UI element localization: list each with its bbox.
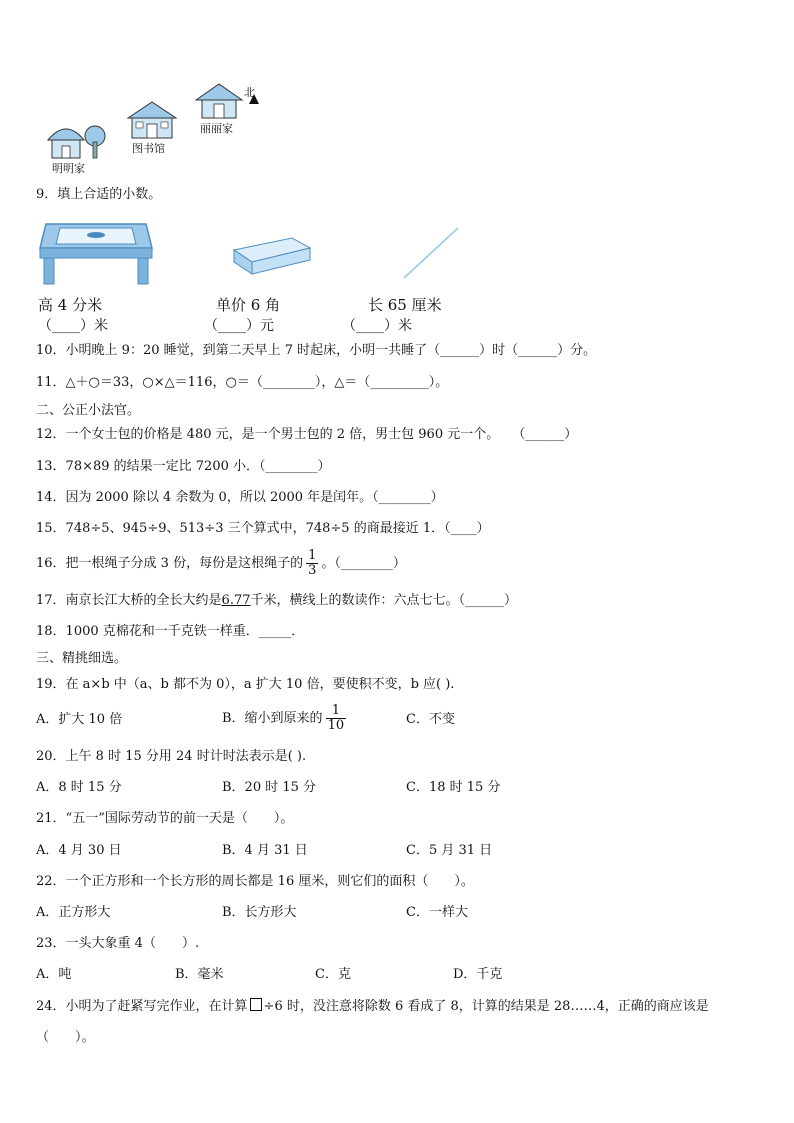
question-16 [36, 548, 764, 580]
question-24 [36, 998, 764, 1016]
q9-label-length: 长 65 厘米 [368, 296, 442, 314]
question-13: 13．78×89 的结果一定比 7200 小．（________） [36, 459, 331, 474]
fraction-numerator: 1 [326, 704, 347, 719]
house-icon [48, 126, 105, 158]
house-icon [196, 84, 242, 118]
fraction-denominator: 10 [327, 718, 345, 733]
fraction [326, 704, 347, 733]
question-20: 20．上午 8 时 15 分用 24 时计时法表示是( ). [36, 749, 307, 764]
option-a[interactable]: A．正方形大 [36, 905, 111, 920]
section-2-heading: 二、公正小法官。 [36, 403, 141, 418]
question-17-text: 千米，横线上的数读作：六点七七。（______） [250, 593, 518, 608]
option-c[interactable]: C．18 时 15 分 [406, 780, 501, 795]
question-24-answer-blank[interactable]: （ ）。 [36, 1030, 95, 1045]
question-22: 22．一个正方形和一个长方形的周长都是 16 厘米，则它们的面积（ ）。 [36, 874, 474, 889]
option-c[interactable]: C．5 月 31 日 [406, 843, 493, 858]
question-9-title: 9．填上合适的小数。 [36, 187, 162, 202]
q9-answer-blank[interactable]: （____）米 [38, 318, 108, 334]
option-d[interactable]: D．千克 [453, 967, 503, 982]
question-18: 18．1000 克棉花和一千克铁一样重．_____． [36, 624, 305, 639]
q9-answer-blank[interactable]: （____）米 [342, 318, 412, 334]
question-12: 12．一个女士包的价格是 480 元，是一个男士包的 2 倍，男士包 960 元一个。 （______） [36, 427, 578, 442]
option-b[interactable]: B．20 时 15 分 [222, 780, 317, 795]
map-label-li-home: 丽丽家 [200, 122, 233, 135]
line-picture [400, 224, 462, 282]
option-a[interactable]: A．4 月 30 日 [36, 843, 122, 858]
question-16-text: 16．把一根绳子分成 3 份，每份是这根绳子的 [36, 556, 304, 571]
q9-answer-blank[interactable]: （____）元 [204, 318, 274, 334]
question-15: 15．748÷5、945÷9、513÷3 三个算式中，748÷5 的商最接近 1．（____） [36, 521, 490, 536]
question-14: 14．因为 2000 除以 4 余数为 0，所以 2000 年是闰年。（________） [36, 490, 444, 505]
question-11: 11．△＋○＝33，○×△＝116，○＝（________），△＝（_________）。 [36, 375, 449, 390]
blank-box-icon [250, 998, 262, 1011]
option-b[interactable]: B．4 月 31 日 [222, 843, 308, 858]
q9-label-height: 高 4 分米 [38, 296, 103, 314]
fraction [306, 549, 318, 578]
library-icon [128, 102, 176, 138]
map-label-ming-home: 明明家 [52, 162, 85, 175]
option-b-text: B．缩小到原来的 [222, 711, 323, 726]
option-a[interactable]: A．8 时 15 分 [36, 780, 122, 795]
question-17-text: 17．南京长江大桥的全长大约是 [36, 593, 222, 608]
question-24-text: ÷6 时，没注意将除数 6 看成了 8，计算的结果是 28……4，正确的商应该是 [263, 999, 709, 1014]
question-17 [36, 592, 764, 610]
option-a[interactable]: A．吨 [36, 967, 72, 982]
option-a[interactable]: A．扩大 10 倍 [36, 712, 123, 727]
option-b[interactable]: B．长方形大 [222, 905, 297, 920]
underlined-number: 6.77 [221, 593, 251, 608]
fraction-numerator: 1 [308, 548, 317, 563]
option-c[interactable]: C．克 [315, 967, 351, 982]
question-23: 23．一头大象重 4（ ）. [36, 936, 200, 951]
table-picture [36, 218, 156, 288]
question-16-text: 。（________） [321, 556, 406, 571]
question-10: 10．小明晚上 9：20 睡觉，到第二天早上 7 时起床，小明一共睡了（______）时（______）分。 [36, 343, 597, 358]
option-b[interactable] [222, 701, 349, 737]
map-label-library: 图书馆 [132, 142, 165, 155]
fraction-denominator: 3 [308, 563, 317, 578]
option-c[interactable]: C．不变 [406, 712, 455, 727]
question-21: 21．“五一”国际劳动节的前一天是（ ）。 [36, 811, 294, 826]
q9-label-price: 单价 6 角 [216, 296, 281, 314]
section-3-heading: 三、精挑细选。 [36, 651, 128, 666]
option-c[interactable]: C．一样大 [406, 905, 468, 920]
question-24-text: 24．小明为了赶紧写完作业，在计算 [36, 999, 248, 1014]
option-b[interactable]: B．毫米 [175, 967, 224, 982]
map-label-north: 北 [244, 86, 255, 99]
question-19: 19．在 a×b 中（a、b 都不为 0），a 扩大 10 倍，要使积不变，b 应( ). [36, 677, 455, 692]
eraser-picture [230, 234, 316, 278]
